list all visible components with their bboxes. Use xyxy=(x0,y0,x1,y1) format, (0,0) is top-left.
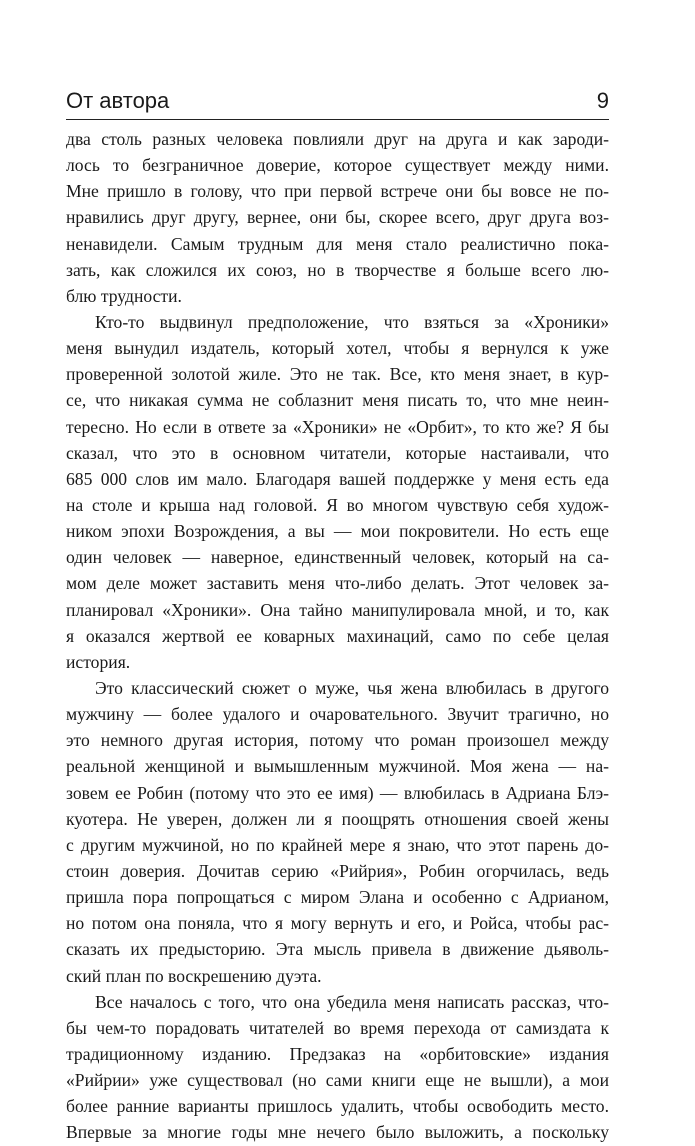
text-line: пришла пора попрощаться с миром Элана и особенно с Адрианом, xyxy=(66,887,609,908)
text-line: с другим мужчиной, но по крайней мере я знаю, что этот парень до- xyxy=(66,834,609,855)
text-line: сказать их предысторию. Эта мысль привела в движение дьяволь- xyxy=(66,939,609,960)
text-line: Впервые за многие годы мне нечего было выложить, а поскольку xyxy=(66,1122,609,1143)
text-line: Все началось с того, что она убедила меня написать рассказ, что- xyxy=(95,991,609,1012)
text-line: Кто-то выдвинул предположение, что взяться за «Хроники» xyxy=(95,311,609,332)
text-line: меня вынудил издатель, который хотел, чтобы я вернулся к уже xyxy=(66,338,609,359)
text-line: планировал «Хроники». Она тайно манипулировала мной, и то, как xyxy=(66,599,609,620)
text-line: реальной женщиной и вымышленным мужчиной. Моя жена — на- xyxy=(66,756,609,777)
text-line: «Рийрии» уже существовал (но сами книги еще не вышли), а мои xyxy=(66,1070,609,1091)
text-line: два столь разных человека повлияли друг на друга и как зароди- xyxy=(66,129,609,149)
text-line: ский план по воскрешению дуэта. xyxy=(66,965,322,986)
text-line: зать, как сложился их союз, но в творчестве я больше всего лю- xyxy=(66,259,609,280)
text-line: но потом она поняла, что я могу вернуть и его, и Ройса, чтобы рас- xyxy=(66,913,609,934)
text-line: мужчину — более удалого и очаровательного. Звучит трагично, но xyxy=(66,704,609,725)
text-line: традиционному изданию. Предзаказ на «орбитовские» издания xyxy=(66,1043,609,1064)
text-line: на столе и крыша над головой. Я во многом чувствую себя худож- xyxy=(66,494,609,515)
text-line: зовем ее Робин (потому что это ее имя) — влюбилась в Адриана Блэ- xyxy=(66,782,609,803)
running-head xyxy=(66,86,609,120)
text-line: тересно. Но если в ответе за «Хроники» не «Орбит», то кто же? Я бы xyxy=(66,416,609,437)
text-line: я оказался жертвой ее коварных махинаций, само по себе целая xyxy=(66,625,609,646)
header-rule xyxy=(66,119,609,120)
text-line: се, что никакая сумма не соблазнит меня писать то, что мне неин- xyxy=(66,390,609,411)
text-line: стоин доверия. Дочитав серию «Рийрия», Робин огорчилась, ведь xyxy=(66,860,609,881)
text-line: это немного другая история, потому что роман произошел между xyxy=(66,730,609,751)
text-line: лось то безграничное доверие, которое существует между ними. xyxy=(66,155,609,176)
text-line: проверенной золотой жиле. Это не так. Все, кто меня знает, в кур- xyxy=(66,364,609,385)
text-line: 685 000 слов им мало. Благодаря вашей поддержке у меня есть еда xyxy=(66,468,609,489)
text-line: куотера. Не уверен, должен ли я поощрять отношения своей жены xyxy=(66,808,609,829)
text-line: блю трудности. xyxy=(66,285,182,306)
text-line: бы чем-то порадовать читателей во время перехода от самиздата к xyxy=(66,1017,609,1038)
text-line: ненавидели. Самым трудным для меня стало реалистично пока- xyxy=(66,233,609,254)
text-line: ником эпохи Возрождения, а вы — мои покровители. Но есть еще xyxy=(66,521,609,542)
text-line: мом деле может заставить меня что-либо делать. Этот человек за- xyxy=(66,573,609,594)
page-number: 9 xyxy=(596,88,609,113)
text-line: Это классический сюжет о муже, чья жена влюбилась в другого xyxy=(95,677,609,698)
body-text xyxy=(66,126,609,1145)
text-line: нравились друг другу, вернее, они бы, скорее всего, друг друга воз- xyxy=(66,207,609,228)
text-line: история. xyxy=(66,651,131,672)
text-line: сказал, что это в основном читатели, которые настаивали, что xyxy=(66,442,609,463)
text-line: более ранние варианты пришлось удалить, чтобы освободить место. xyxy=(66,1096,609,1117)
text-line: Мне пришло в голову, что при первой встрече они бы вовсе не по- xyxy=(66,181,609,202)
chapter-title: От автора xyxy=(66,88,170,113)
text-line: один человек — наверное, единственный человек, который на са- xyxy=(66,547,609,568)
